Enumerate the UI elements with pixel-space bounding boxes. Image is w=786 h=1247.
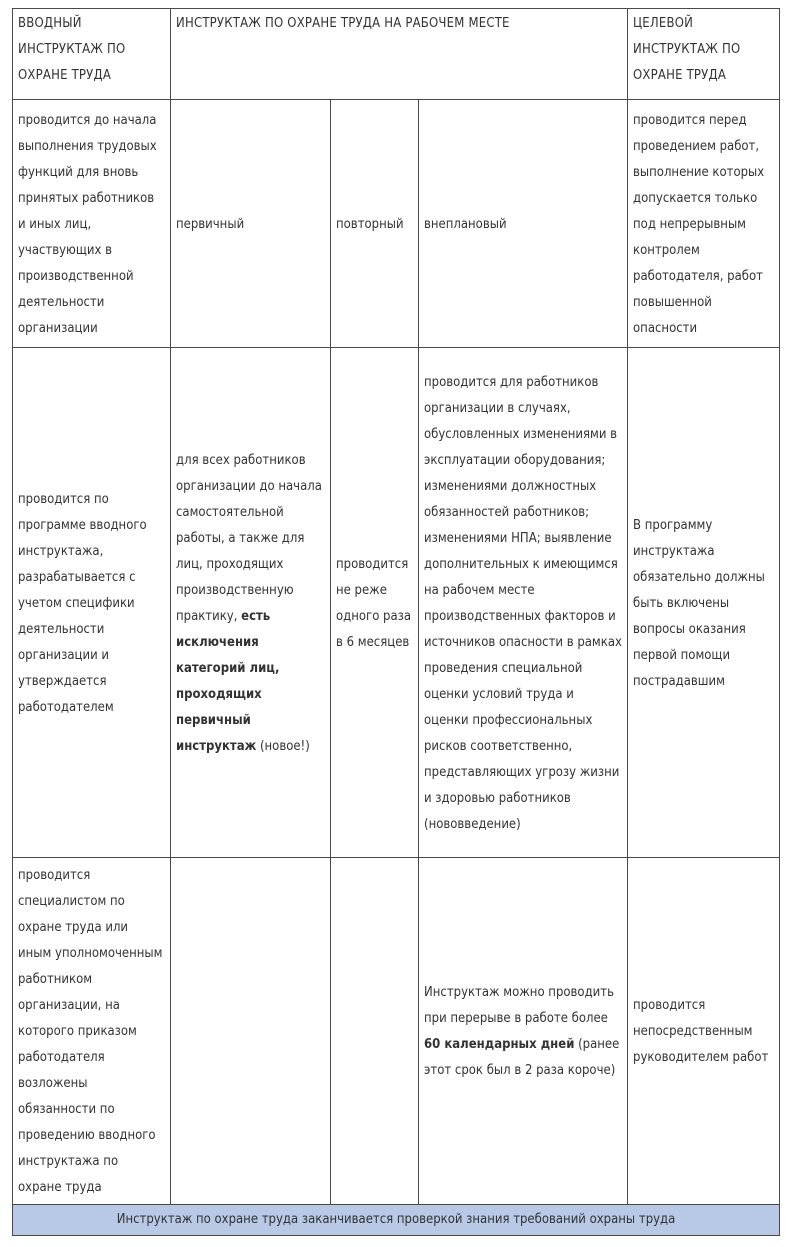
row3-unplanned-bold: 60 календарных дней bbox=[424, 1037, 575, 1053]
row3-unplanned bbox=[419, 858, 628, 1204]
row1-primary: первичный bbox=[171, 100, 331, 348]
row2-repeat: проводится не реже одного раза в 6 месяцев bbox=[331, 348, 419, 858]
row2-primary-bold: есть исключения категорий лиц, проходящих первичный инструктаж bbox=[176, 608, 280, 754]
footer-row bbox=[13, 1204, 780, 1235]
table-row bbox=[13, 348, 780, 858]
row2-primary-text: для всех работников организации до начала самостоятельной работы, а также для лиц, проходящих производственную практику, bbox=[176, 452, 322, 624]
row3-unplanned-note: (ранее этот срок был в 2 раза короче) bbox=[424, 1037, 620, 1079]
row2-primary-note: (новое!) bbox=[256, 738, 310, 754]
row1-repeat: повторный bbox=[331, 100, 419, 348]
row2-unplanned: проводится для работников организации в случаях, обусловленных изменениями в эксплуатации оборудования; изменениями должностных обязанностей работников; изменениями НПА; выявление дополнительных к имеющимся на рабочем месте производственных факторов и источников опасности в рамках проведения специальной оценки условий труда и оценки профессиональных рисков соответственно, представляющих угрозу жизни и здоровью работников (нововведение) bbox=[419, 348, 628, 858]
row1-intro: проводится до начала выполнения трудовых функций для вновь принятых работников и иных лиц, участвующих в производственной деятельности организации bbox=[13, 100, 171, 348]
row1-unplanned: внеплановый bbox=[419, 100, 628, 348]
row2-intro: проводится по программе вводного инструктажа, разрабатывается с учетом специфики деятельности организации и утверждается работодателем bbox=[13, 348, 171, 858]
row3-primary-empty bbox=[171, 858, 331, 1204]
row3-repeat-empty bbox=[331, 858, 419, 1204]
row2-primary bbox=[171, 348, 331, 858]
header-intro: ВВОДНЫЙ ИНСТРУКТАЖ ПО ОХРАНЕ ТРУДА bbox=[13, 9, 171, 100]
table-row bbox=[13, 858, 780, 1204]
header-target: ЦЕЛЕВОЙ ИНСТРУКТАЖ ПО ОХРАНЕ ТРУДА bbox=[628, 9, 780, 100]
footer-note: Инструктаж по охране труда заканчивается проверкой знания требований охраны труда bbox=[13, 1204, 780, 1235]
header-workplace: ИНСТРУКТАЖ ПО ОХРАНЕ ТРУДА НА РАБОЧЕМ МЕСТЕ bbox=[171, 9, 628, 100]
row1-target: проводится перед проведением работ, выполнение которых допускается только под непрерывным контролем работодателя, работ повышенной опасности bbox=[628, 100, 780, 348]
header-row bbox=[13, 9, 780, 100]
row3-target: проводится непосредственным руководителем работ bbox=[628, 858, 780, 1204]
instruction-table bbox=[12, 8, 780, 1236]
table-row bbox=[13, 100, 780, 348]
row2-target: В программу инструктажа обязательно должны быть включены вопросы оказания первой помощи пострадавшим bbox=[628, 348, 780, 858]
row3-unplanned-text: Инструктаж можно проводить при перерыве в работе более bbox=[424, 985, 614, 1027]
row3-intro: проводится специалистом по охране труда или иным уполномоченным работником организации, на которого приказом работодателя возложены обязанности по проведению вводного инструктажа по охране труда bbox=[13, 858, 171, 1204]
